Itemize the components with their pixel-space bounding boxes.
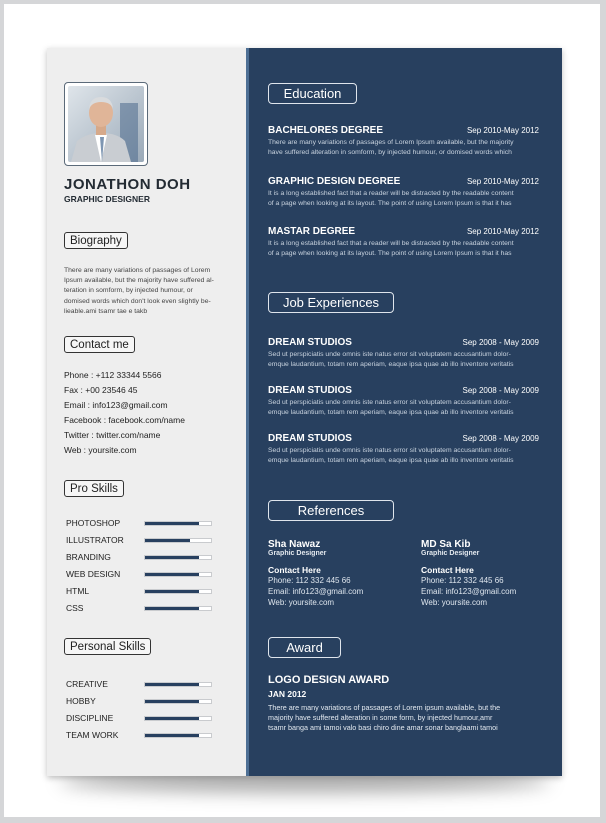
reference-contact-label: Contact Here — [421, 565, 474, 575]
personal-skills-heading: Personal Skills — [64, 638, 151, 655]
skill-label: ILLUSTRATOR — [66, 535, 124, 545]
skill-label: PHOTOSHOP — [66, 518, 121, 528]
contact-email[interactable]: Email : info123@gmail.com — [64, 400, 168, 410]
reference-name: Sha Nawaz — [268, 539, 321, 550]
desc-line: emque laudantium, totam rem aperiam, eaque ipsa quae ab illo inventore veritatis — [268, 457, 514, 464]
award-title: LOGO DESIGN AWARD — [268, 674, 390, 686]
reference-web[interactable]: Web: yoursite.com — [421, 598, 488, 607]
left-column — [47, 48, 246, 776]
education-title: BACHELORES DEGREE — [268, 125, 384, 136]
job-desc — [268, 398, 540, 418]
bio-line: Ipsum available, but the majority have suffered al- — [64, 277, 214, 285]
skill-label: TEAM WORK — [66, 730, 119, 740]
skill-level-bar — [144, 572, 212, 577]
desc-line: emque laudantium, totam rem aperiam, eaque ipsa quae ab illo inventore veritatis — [268, 409, 514, 416]
contact-web[interactable]: Web : yoursite.com — [64, 445, 137, 455]
reference-contact-label: Contact Here — [268, 565, 321, 575]
skill-level-fill — [145, 717, 199, 720]
job-experiences-heading: Job Experiences — [268, 292, 394, 313]
desc-line: tsamr banga ami tamoi valo basi chiro dine amar sonar banglaami tamoi — [268, 723, 498, 732]
desc-line: There are many variations of passages of Lorem Ipsum available, but the majority — [268, 139, 514, 146]
reference-phone: Phone: 112 332 445 66 — [268, 576, 351, 585]
education-heading: Education — [268, 83, 357, 104]
references-heading: References — [268, 500, 394, 521]
contact-twitter[interactable]: Twitter : twitter.com/name — [64, 430, 161, 440]
person-title: GRAPHIC DESIGNER — [64, 194, 150, 204]
portrait-image — [65, 83, 147, 165]
desc-line: have suffered alteration in somform, by injected humour, or domised words which — [268, 149, 512, 156]
desc-line: of a page when looking at its layout. The point of using Lorem Ipsum is that it has — [268, 250, 512, 257]
biography-heading: Biography — [64, 232, 128, 249]
skill-level-bar — [144, 521, 212, 526]
reference-web[interactable]: Web: yoursite.com — [268, 598, 335, 607]
person-name: JONATHON DOH — [64, 176, 191, 193]
bio-line: teration in somform, by injected humour, or — [64, 287, 193, 295]
desc-line: Sed ut perspiciatis unde omnis iste natus error sit voluptatem accusantium dolor- — [268, 351, 511, 358]
right-column — [246, 48, 562, 776]
profile-photo — [64, 82, 148, 166]
skill-label: CREATIVE — [66, 679, 108, 689]
skill-label: HOBBY — [66, 696, 96, 706]
skill-level-fill — [145, 700, 199, 703]
skill-level-bar — [144, 716, 212, 721]
skill-level-fill — [145, 734, 199, 737]
skill-label: BRANDING — [66, 552, 111, 562]
skill-level-fill — [145, 539, 190, 542]
job-title: DREAM STUDIOS — [268, 385, 352, 396]
skill-level-fill — [145, 590, 199, 593]
contact-fax: Fax : +00 23546 45 — [64, 385, 138, 395]
desc-line: majority have suffered alteration in some form, by injected humour,amr — [268, 713, 493, 722]
desc-line: emque laudantium, totam rem aperiam, eaque ipsa quae ab illo inventore veritatis — [268, 361, 514, 368]
bio-line: lieable.ami tsamr tae e takb — [64, 307, 148, 315]
biography-text — [64, 266, 232, 317]
reference-role: Graphic Designer — [268, 550, 327, 557]
award-desc — [268, 703, 540, 733]
reference-name: MD Sa Kib — [421, 539, 471, 550]
desc-line: There are many variations of passages of Lorem ipsum available, but the — [268, 703, 501, 712]
skill-label: WEB DESIGN — [66, 569, 121, 579]
skill-level-bar — [144, 555, 212, 560]
skill-level-bar — [144, 589, 212, 594]
skill-level-bar — [144, 682, 212, 687]
contact-facebook[interactable]: Facebook : facebook.com/name — [64, 415, 185, 425]
job-date: Sep 2008 - May 2009 — [462, 434, 539, 443]
job-title: DREAM STUDIOS — [268, 337, 352, 348]
desc-line: of a page when looking at its layout. The point of using Lorem Ipsum is that it has — [268, 200, 512, 207]
job-date: Sep 2008 - May 2009 — [462, 338, 539, 347]
skill-level-fill — [145, 522, 199, 525]
skill-level-bar — [144, 699, 212, 704]
pro-skills-heading: Pro Skills — [64, 480, 124, 497]
bio-line: There are many variations of passages of Lorem — [64, 267, 211, 274]
education-desc — [268, 138, 540, 158]
contact-phone: Phone : +112 33344 5566 — [64, 370, 162, 380]
skill-level-fill — [145, 607, 199, 610]
education-title: MASTAR DEGREE — [268, 226, 356, 237]
skill-level-bar — [144, 606, 212, 611]
reference-email[interactable]: Email: info123@gmail.com — [268, 587, 364, 596]
desc-line: Sed ut perspiciatis unde omnis iste natus error sit voluptatem accusantium dolor- — [268, 399, 511, 406]
award-heading: Award — [268, 637, 341, 658]
reference-email[interactable]: Email: info123@gmail.com — [421, 587, 517, 596]
skill-level-fill — [145, 683, 199, 686]
award-date: JAN 2012 — [268, 689, 307, 699]
contact-heading: Contact me — [64, 336, 135, 353]
desc-line: It is a long established fact that a reader will be distracted by the readable content — [268, 240, 514, 247]
skill-level-bar — [144, 538, 212, 543]
education-date: Sep 2010-May 2012 — [466, 177, 539, 186]
resume-page — [47, 48, 562, 776]
job-desc — [268, 350, 540, 370]
reference-phone: Phone: 112 332 445 66 — [421, 576, 504, 585]
education-date: Sep 2010-May 2012 — [466, 126, 539, 135]
skill-label: DISCIPLINE — [66, 713, 114, 723]
desc-line: Sed ut perspiciatis unde omnis iste natus error sit voluptatem accusantium dolor- — [268, 447, 511, 454]
skill-level-bar — [144, 733, 212, 738]
reference-role: Graphic Designer — [421, 550, 480, 557]
education-title: GRAPHIC DESIGN DEGREE — [268, 176, 401, 187]
skill-level-fill — [145, 556, 199, 559]
job-desc — [268, 446, 540, 466]
desc-line: It is a long established fact that a reader will be distracted by the readable content — [268, 190, 514, 197]
education-date: Sep 2010-May 2012 — [466, 227, 539, 236]
job-title: DREAM STUDIOS — [268, 433, 352, 444]
education-desc — [268, 239, 540, 259]
skill-label: HTML — [66, 586, 90, 596]
skill-label: CSS — [66, 603, 84, 613]
education-desc — [268, 189, 540, 209]
skill-level-fill — [145, 573, 199, 576]
job-date: Sep 2008 - May 2009 — [462, 386, 539, 395]
bio-line: domised words which don't look even slightly be- — [64, 297, 211, 305]
